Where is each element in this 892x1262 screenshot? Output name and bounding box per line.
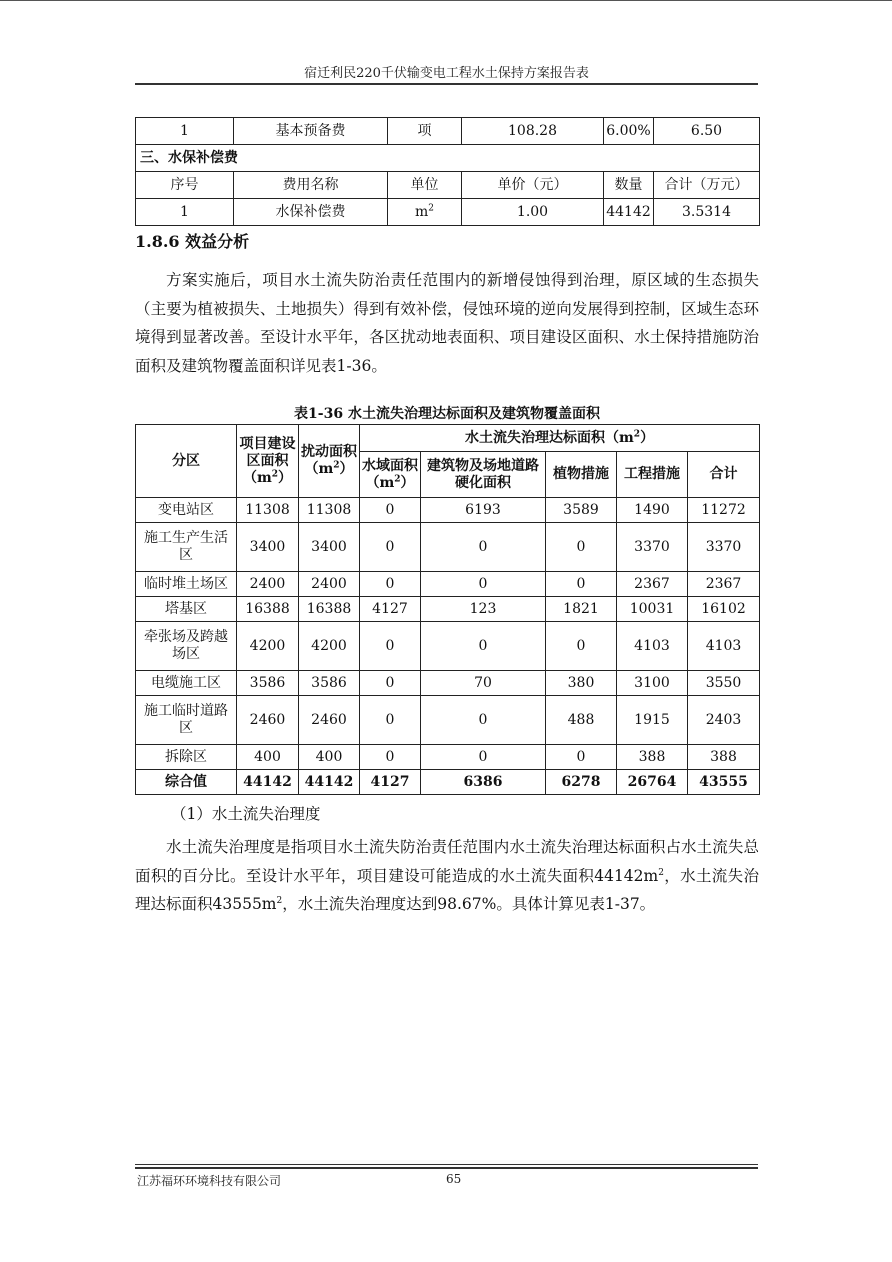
para2-b: ，水土流失治理达标面积43555m <box>135 866 759 913</box>
value-cell: 0 <box>421 523 546 572</box>
zone-cell: 临时堆土场区 <box>136 572 237 597</box>
h-disturb-area <box>299 425 360 498</box>
h-zone: 分区 <box>136 425 237 498</box>
unit-cell <box>388 199 462 226</box>
table-row <box>136 572 760 597</box>
value-cell: 16388 <box>237 597 299 622</box>
value-cell: 16102 <box>688 597 760 622</box>
h-plant: 植物措施 <box>546 452 617 498</box>
zone-cell: 施工生产生活区 <box>136 523 237 572</box>
close-paren: ） <box>278 469 293 486</box>
cost-table <box>135 117 760 226</box>
value-cell: 2460 <box>299 696 360 745</box>
value-cell: 400 <box>237 745 299 770</box>
value-cell: 0 <box>360 498 421 523</box>
area-table <box>135 424 760 795</box>
h-treated-text: 水土流失治理达标面积（m <box>464 429 634 446</box>
page-number: 65 <box>446 1172 462 1186</box>
reserve-row <box>136 118 760 145</box>
footer-rule <box>135 1167 758 1169</box>
unit-text: m <box>414 204 429 220</box>
cell: 44142 <box>604 199 654 226</box>
para2-a: 水土流失治理度是指项目水土流失防治责任范围内水土流失治理达标面积占水土流失总面积的百分比。至设计水平年，项目建设可能造成的水土流失面积44142m <box>135 838 759 885</box>
area-table-body <box>136 498 760 795</box>
value-cell: 2403 <box>688 696 760 745</box>
value-cell: 0 <box>421 696 546 745</box>
h-disturb-area-text: 扰动面积（m <box>301 444 357 477</box>
value-cell: 3400 <box>299 523 360 572</box>
h-build-area-text: 项目建设区面积（m <box>239 435 296 486</box>
value-cell: 4200 <box>299 622 360 671</box>
section-heading: 1.8.6 效益分析 <box>135 232 250 251</box>
value-cell: 388 <box>617 745 688 770</box>
paragraph-treatment <box>135 833 759 919</box>
zone-cell: 变电站区 <box>136 498 237 523</box>
section3-title: 三、水保补偿费 <box>136 145 760 172</box>
value-cell: 3550 <box>688 671 760 696</box>
zone-cell: 牵张场及跨越场区 <box>136 622 237 671</box>
total-cell: 44142 <box>299 770 360 795</box>
zone-cell: 塔基区 <box>136 597 237 622</box>
value-cell: 0 <box>421 572 546 597</box>
total-cell: 6386 <box>421 770 546 795</box>
value-cell: 0 <box>421 745 546 770</box>
zone-cell: 施工临时道路区 <box>136 696 237 745</box>
zone-cell: 电缆施工区 <box>136 671 237 696</box>
superscript: 2 <box>333 460 340 471</box>
table-row <box>136 498 760 523</box>
value-cell: 0 <box>360 696 421 745</box>
section-row <box>136 145 760 172</box>
cell: 6.00% <box>604 118 654 145</box>
h-hard: 建筑物及场地道路硬化面积 <box>421 452 546 498</box>
superscript: 2 <box>658 867 664 878</box>
col-header: 合计（万元） <box>654 172 760 199</box>
cell: 项 <box>388 118 462 145</box>
h-water <box>360 452 421 498</box>
page-header: 宿迁利民220千伏输变电工程水土保持方案报告表 <box>304 66 589 81</box>
cell: 水保补偿费 <box>234 199 388 226</box>
total-row <box>136 770 760 795</box>
value-cell: 0 <box>546 523 617 572</box>
value-cell: 0 <box>360 622 421 671</box>
value-cell: 3100 <box>617 671 688 696</box>
value-cell: 4127 <box>360 597 421 622</box>
superscript: 2 <box>276 895 283 906</box>
value-cell: 2367 <box>688 572 760 597</box>
cell: 6.50 <box>654 118 760 145</box>
value-cell: 0 <box>546 745 617 770</box>
value-cell: 10031 <box>617 597 688 622</box>
para2-c: ，水土流失治理度达到98.67%。具体计算见表1-37。 <box>282 895 656 913</box>
value-cell: 0 <box>360 572 421 597</box>
cell: 108.28 <box>462 118 604 145</box>
h-water-text: 水域面积（m <box>362 457 418 491</box>
table-caption: 表1-36 水土流失治理达标面积及建筑物覆盖面积 <box>294 406 600 422</box>
column-header-row <box>136 172 760 199</box>
value-cell: 0 <box>360 671 421 696</box>
value-cell: 3370 <box>617 523 688 572</box>
value-cell: 4103 <box>688 622 760 671</box>
superscript: 2 <box>633 429 641 440</box>
table-row <box>136 671 760 696</box>
h-build-area <box>237 425 299 498</box>
footer-rule <box>135 1164 758 1165</box>
col-header: 单位 <box>388 172 462 199</box>
table-row <box>136 597 760 622</box>
value-cell: 3370 <box>688 523 760 572</box>
value-cell: 11308 <box>299 498 360 523</box>
value-cell: 0 <box>360 745 421 770</box>
value-cell: 0 <box>546 572 617 597</box>
value-cell: 3400 <box>237 523 299 572</box>
h-treated <box>360 425 760 452</box>
total-cell: 26764 <box>617 770 688 795</box>
value-cell: 11272 <box>688 498 760 523</box>
value-cell: 1821 <box>546 597 617 622</box>
h-eng: 工程措施 <box>617 452 688 498</box>
compensation-row <box>136 199 760 226</box>
footer-company: 江苏福环环境科技有限公司 <box>137 1174 282 1188</box>
cell: 1 <box>136 118 234 145</box>
table-row <box>136 696 760 745</box>
value-cell: 2367 <box>617 572 688 597</box>
value-cell: 400 <box>299 745 360 770</box>
value-cell: 2460 <box>237 696 299 745</box>
value-cell: 1915 <box>617 696 688 745</box>
value-cell: 388 <box>688 745 760 770</box>
col-header: 序号 <box>136 172 234 199</box>
value-cell: 11308 <box>237 498 299 523</box>
h-total: 合计 <box>688 452 760 498</box>
table-row <box>136 745 760 770</box>
zone-cell: 拆除区 <box>136 745 237 770</box>
col-header: 费用名称 <box>234 172 388 199</box>
value-cell: 6193 <box>421 498 546 523</box>
total-cell: 4127 <box>360 770 421 795</box>
superscript: 2 <box>394 474 401 485</box>
close-paren: ） <box>640 429 655 446</box>
value-cell: 4103 <box>617 622 688 671</box>
value-cell: 1490 <box>617 498 688 523</box>
value-cell: 2400 <box>237 572 299 597</box>
value-cell: 0 <box>546 622 617 671</box>
value-cell: 380 <box>546 671 617 696</box>
value-cell: 70 <box>421 671 546 696</box>
value-cell: 3589 <box>546 498 617 523</box>
header-rule <box>135 83 758 85</box>
paragraph-benefit: 方案实施后，项目水土流失防治责任范围内的新增侵蚀得到治理，原区域的生态损失（主要为植被损失、土地损失）得到有效补偿，侵蚀环境的逆向发展得到控制，区域生态环境得到显著改善。至设计水平年，各区扰动地表面积、项目建设区面积、水土保持措施防治面积及建筑物覆盖面积详见表1-36。 <box>135 271 759 375</box>
header-row-1 <box>136 425 760 452</box>
cell: 基本预备费 <box>234 118 388 145</box>
value-cell: 0 <box>360 523 421 572</box>
cell: 1.00 <box>462 199 604 226</box>
col-header: 数量 <box>604 172 654 199</box>
value-cell: 0 <box>421 622 546 671</box>
value-cell: 3586 <box>299 671 360 696</box>
value-cell: 488 <box>546 696 617 745</box>
total-cell: 44142 <box>237 770 299 795</box>
cell: 3.5314 <box>654 199 760 226</box>
close-paren: ） <box>339 461 354 477</box>
value-cell: 4200 <box>237 622 299 671</box>
table-row <box>136 523 760 572</box>
total-label: 综合值 <box>136 770 237 795</box>
table-row <box>136 622 760 671</box>
col-header: 单价（元） <box>462 172 604 199</box>
value-cell: 2400 <box>299 572 360 597</box>
value-cell: 3586 <box>237 671 299 696</box>
superscript: 2 <box>271 468 279 479</box>
close-paren: ） <box>400 474 415 491</box>
cell: 1 <box>136 199 234 226</box>
unit-superscript: 2 <box>428 203 434 214</box>
page-top-border <box>0 0 892 1</box>
value-cell: 16388 <box>299 597 360 622</box>
total-cell: 43555 <box>688 770 760 795</box>
total-cell: 6278 <box>546 770 617 795</box>
item-heading: （1）水土流失治理度 <box>171 805 321 823</box>
value-cell: 123 <box>421 597 546 622</box>
